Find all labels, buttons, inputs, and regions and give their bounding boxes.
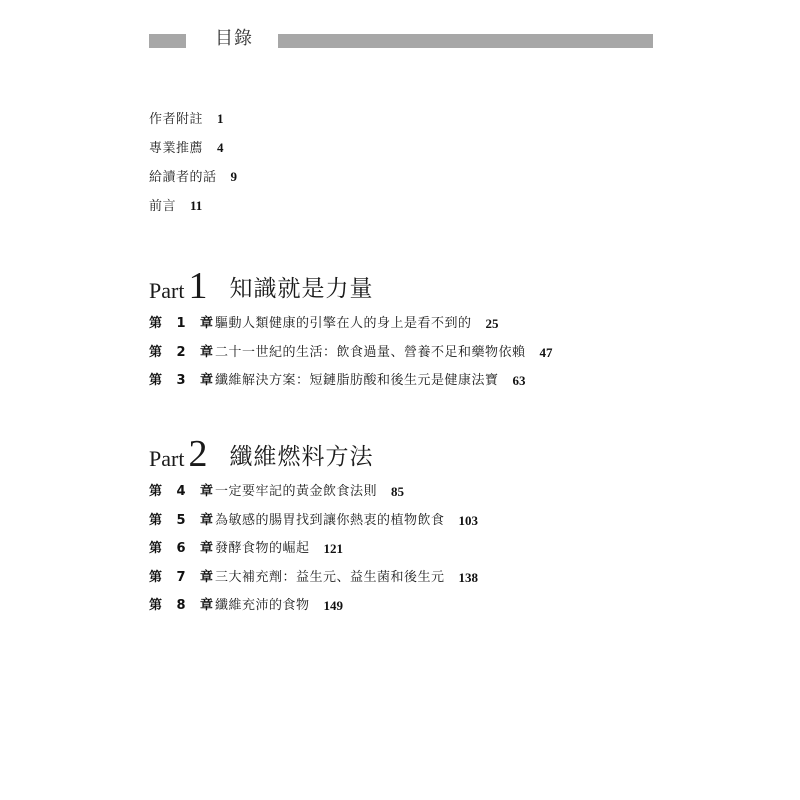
page-number: 47 (539, 344, 553, 360)
chapter-number: 2 (176, 344, 186, 360)
chapter-label-suffix: 章 (199, 512, 213, 528)
chapter-label-prefix: 第 (149, 484, 163, 500)
chapter-item[interactable] (149, 507, 478, 536)
part-word: Part (149, 446, 185, 471)
page-number: 63 (512, 373, 526, 389)
chapter-number: 5 (176, 512, 186, 528)
page-number: 4 (217, 140, 224, 155)
chapter-title: 二十一世紀的生活：飲食過量、營養不足和藥物依賴 (215, 344, 526, 360)
chapter-label (149, 567, 215, 589)
part-1-section (149, 266, 553, 396)
chapter-number: 1 (176, 316, 186, 332)
chapter-label-prefix: 第 (149, 373, 163, 389)
page-number: 103 (458, 512, 479, 528)
page-number: 85 (391, 484, 405, 500)
front-matter-item[interactable] (149, 137, 237, 166)
part-word: Part (149, 278, 185, 303)
front-matter-title: 專業推薦 (149, 141, 204, 156)
page-number: 149 (323, 598, 344, 614)
part-number: 1 (188, 265, 208, 307)
chapter-label (149, 595, 215, 617)
chapter-title: 一定要牢記的黃金飲食法則 (215, 484, 378, 500)
toc-title: 目錄 (215, 28, 253, 49)
header-bar-right (278, 34, 653, 48)
chapter-number: 8 (176, 598, 186, 614)
chapter-item[interactable] (149, 535, 478, 564)
chapter-label (149, 481, 215, 503)
front-matter-title: 前言 (149, 199, 177, 214)
chapter-item[interactable] (149, 310, 553, 339)
chapter-number: 6 (176, 541, 186, 557)
chapter-label-suffix: 章 (199, 316, 213, 332)
page-number: 9 (230, 169, 238, 184)
page-number: 25 (485, 316, 499, 332)
chapter-list (149, 310, 553, 396)
chapter-label-suffix: 章 (199, 373, 213, 389)
chapter-label (149, 313, 215, 335)
chapter-number: 3 (176, 373, 186, 389)
chapter-label-suffix: 章 (199, 598, 213, 614)
front-matter-list (149, 108, 237, 224)
page-number: 138 (458, 569, 479, 585)
chapter-label (149, 510, 215, 532)
part-heading (149, 433, 478, 475)
chapter-label-suffix: 章 (199, 541, 213, 557)
front-matter-item[interactable] (149, 108, 237, 137)
chapter-title: 三大補充劑：益生元、益生菌和後生元 (215, 569, 445, 585)
page-number: 1 (217, 111, 224, 126)
toc-header (149, 28, 653, 49)
chapter-number: 7 (176, 569, 186, 585)
chapter-item[interactable] (149, 564, 478, 593)
chapter-label-prefix: 第 (149, 569, 163, 585)
chapter-label (149, 538, 215, 560)
chapter-label-suffix: 章 (199, 569, 213, 585)
chapter-item[interactable] (149, 339, 553, 368)
page-number: 11 (190, 198, 203, 213)
part-number: 2 (188, 433, 208, 475)
front-matter-title: 作者附註 (149, 112, 204, 127)
chapter-title: 發酵食物的崛起 (215, 541, 310, 557)
chapter-label (149, 342, 215, 364)
chapter-label-prefix: 第 (149, 598, 163, 614)
chapter-title: 纖維解決方案：短鏈脂肪酸和後生元是健康法寶 (215, 373, 499, 389)
part-title: 纖維燃料方法 (229, 444, 374, 470)
part-title: 知識就是力量 (229, 276, 374, 302)
chapter-label-suffix: 章 (199, 484, 213, 500)
chapter-label (149, 370, 215, 392)
chapter-item[interactable] (149, 592, 478, 621)
chapter-number: 4 (176, 484, 186, 500)
page-number: 121 (323, 541, 344, 557)
chapter-label-prefix: 第 (149, 512, 163, 528)
chapter-label-suffix: 章 (199, 344, 213, 360)
part-2-section (149, 434, 478, 621)
chapter-item[interactable] (149, 367, 553, 396)
chapter-label-prefix: 第 (149, 541, 163, 557)
front-matter-item[interactable] (149, 195, 237, 224)
chapter-list (149, 478, 478, 621)
part-heading (149, 265, 553, 307)
chapter-label-prefix: 第 (149, 344, 163, 360)
chapter-label-prefix: 第 (149, 316, 163, 332)
chapter-title: 驅動人類健康的引擎在人的身上是看不到的 (215, 316, 472, 332)
front-matter-item[interactable] (149, 166, 237, 195)
chapter-title: 為敏感的腸胃找到讓你熱衷的植物飲食 (215, 512, 445, 528)
chapter-title: 纖維充沛的食物 (215, 598, 310, 614)
chapter-item[interactable] (149, 478, 478, 507)
header-bar-left (149, 34, 186, 48)
front-matter-title: 給讀者的話 (149, 170, 217, 185)
